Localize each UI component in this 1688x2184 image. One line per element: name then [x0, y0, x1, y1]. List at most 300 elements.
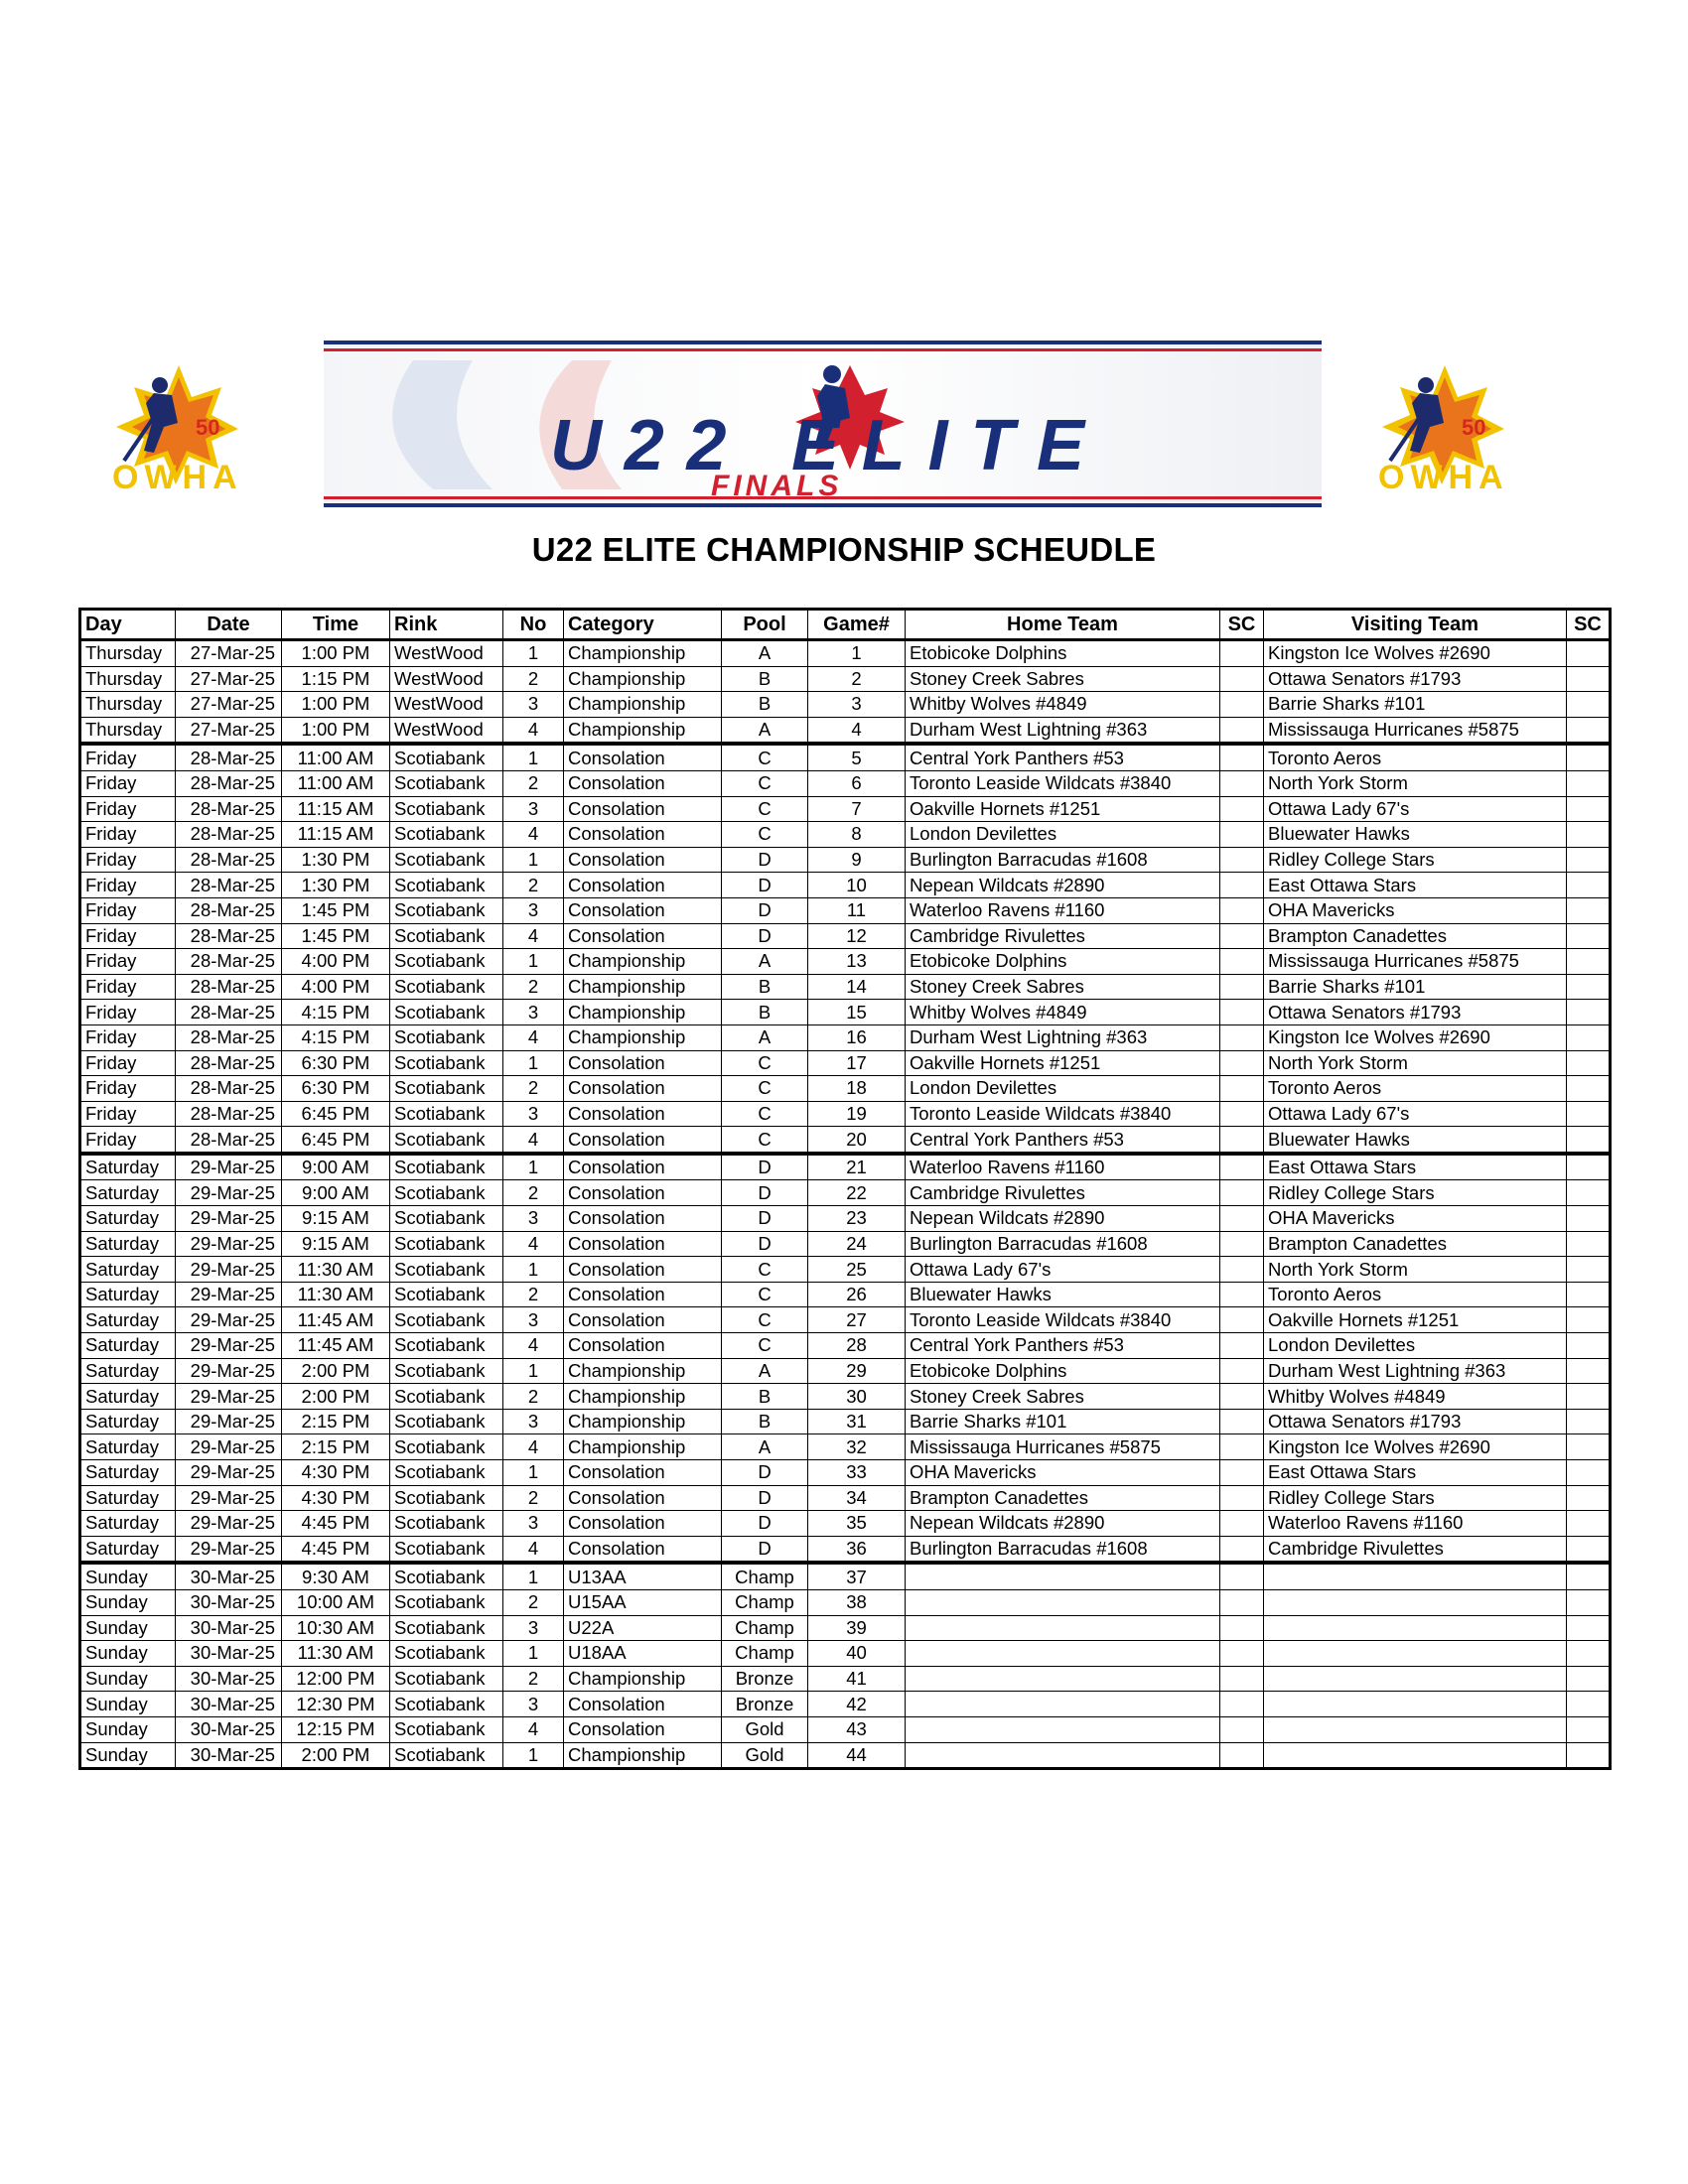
- cell-pool: C: [722, 744, 808, 770]
- cell-day: Friday: [80, 873, 176, 898]
- cell-pool: D: [722, 1206, 808, 1232]
- cell-no: 2: [503, 1384, 564, 1410]
- cell-no: 3: [503, 897, 564, 923]
- cell-day: Friday: [80, 847, 176, 873]
- cell-no: 4: [503, 1536, 564, 1563]
- cell-game-number: 32: [808, 1434, 906, 1460]
- table-row: [80, 1076, 1611, 1102]
- cell-home-team: Mississauga Hurricanes #5875: [906, 1434, 1220, 1460]
- cell-rink: Scotiabank: [390, 1460, 503, 1486]
- cell-date: 30-Mar-25: [176, 1563, 282, 1589]
- cell-pool: D: [722, 847, 808, 873]
- cell-date: 28-Mar-25: [176, 1024, 282, 1050]
- cell-day: Saturday: [80, 1511, 176, 1537]
- cell-home-team: Bluewater Hawks: [906, 1282, 1220, 1307]
- cell-visiting-team: Mississauga Hurricanes #5875: [1264, 717, 1567, 744]
- cell-day: Sunday: [80, 1563, 176, 1589]
- cell-rink: Scotiabank: [390, 1024, 503, 1050]
- cell-date: 28-Mar-25: [176, 744, 282, 770]
- cell-no: 2: [503, 1076, 564, 1102]
- cell-visiting-score: [1567, 1511, 1611, 1537]
- table-row: [80, 1180, 1611, 1206]
- cell-no: 2: [503, 1666, 564, 1692]
- cell-category: Consolation: [564, 1050, 722, 1076]
- cell-game-number: 24: [808, 1231, 906, 1257]
- cell-visiting-score: [1567, 666, 1611, 692]
- cell-date: 27-Mar-25: [176, 717, 282, 744]
- cell-date: 29-Mar-25: [176, 1231, 282, 1257]
- cell-home-score: [1220, 1434, 1264, 1460]
- cell-date: 29-Mar-25: [176, 1485, 282, 1511]
- cell-category: Consolation: [564, 1511, 722, 1537]
- cell-no: 4: [503, 1434, 564, 1460]
- cell-home-team: [906, 1563, 1220, 1589]
- cell-date: 28-Mar-25: [176, 949, 282, 975]
- cell-home-score: [1220, 666, 1264, 692]
- cell-rink: Scotiabank: [390, 1206, 503, 1232]
- cell-no: 1: [503, 1358, 564, 1384]
- cell-day: Sunday: [80, 1666, 176, 1692]
- cell-home-team: [906, 1589, 1220, 1615]
- cell-visiting-team: East Ottawa Stars: [1264, 873, 1567, 898]
- cell-home-score: [1220, 974, 1264, 1000]
- cell-game-number: 20: [808, 1127, 906, 1154]
- cell-time: 11:30 AM: [282, 1282, 390, 1307]
- cell-game-number: 39: [808, 1615, 906, 1641]
- cell-day: Friday: [80, 1127, 176, 1154]
- cell-visiting-team: Brampton Canadettes: [1264, 1231, 1567, 1257]
- cell-pool: A: [722, 640, 808, 667]
- cell-rink: Scotiabank: [390, 822, 503, 848]
- cell-day: Friday: [80, 949, 176, 975]
- cell-rink: Scotiabank: [390, 873, 503, 898]
- cell-pool: Champ: [722, 1615, 808, 1641]
- cell-pool: A: [722, 1024, 808, 1050]
- cell-category: Consolation: [564, 1692, 722, 1717]
- cell-category: Consolation: [564, 796, 722, 822]
- cell-time: 1:00 PM: [282, 717, 390, 744]
- cell-time: 4:30 PM: [282, 1485, 390, 1511]
- cell-day: Saturday: [80, 1282, 176, 1307]
- cell-home-score: [1220, 1076, 1264, 1102]
- cell-time: 11:45 AM: [282, 1333, 390, 1359]
- cell-visiting-team: Bluewater Hawks: [1264, 822, 1567, 848]
- cell-category: Consolation: [564, 1333, 722, 1359]
- cell-pool: D: [722, 1485, 808, 1511]
- schedule-body: [80, 640, 1611, 1769]
- cell-day: Friday: [80, 744, 176, 770]
- cell-rink: Scotiabank: [390, 1692, 503, 1717]
- table-row: [80, 1641, 1611, 1667]
- cell-home-team: Barrie Sharks #101: [906, 1409, 1220, 1434]
- cell-day: Friday: [80, 1076, 176, 1102]
- cell-home-team: Burlington Barracudas #1608: [906, 1231, 1220, 1257]
- cell-visiting-team: Ridley College Stars: [1264, 1485, 1567, 1511]
- cell-home-score: [1220, 923, 1264, 949]
- cell-visiting-team: Cambridge Rivulettes: [1264, 1536, 1567, 1563]
- cell-visiting-score: [1567, 1180, 1611, 1206]
- cell-game-number: 4: [808, 717, 906, 744]
- cell-home-team: OHA Mavericks: [906, 1460, 1220, 1486]
- cell-time: 1:00 PM: [282, 640, 390, 667]
- cell-time: 10:00 AM: [282, 1589, 390, 1615]
- cell-time: 1:15 PM: [282, 666, 390, 692]
- svg-text:50: 50: [1462, 415, 1486, 440]
- table-row: [80, 1460, 1611, 1486]
- cell-visiting-team: Ottawa Senators #1793: [1264, 1000, 1567, 1025]
- cell-visiting-team: Durham West Lightning #363: [1264, 1358, 1567, 1384]
- cell-time: 9:30 AM: [282, 1563, 390, 1589]
- cell-visiting-team: London Devilettes: [1264, 1333, 1567, 1359]
- cell-game-number: 15: [808, 1000, 906, 1025]
- cell-rink: Scotiabank: [390, 1536, 503, 1563]
- cell-no: 4: [503, 822, 564, 848]
- cell-visiting-team: North York Storm: [1264, 770, 1567, 796]
- col-header-home-sc: SC: [1220, 610, 1264, 640]
- table-row: [80, 1716, 1611, 1742]
- cell-time: 11:15 AM: [282, 796, 390, 822]
- cell-time: 6:45 PM: [282, 1127, 390, 1154]
- cell-game-number: 29: [808, 1358, 906, 1384]
- cell-game-number: 5: [808, 744, 906, 770]
- table-row: [80, 1434, 1611, 1460]
- cell-home-team: Toronto Leaside Wildcats #3840: [906, 1307, 1220, 1333]
- cell-no: 4: [503, 923, 564, 949]
- cell-pool: A: [722, 717, 808, 744]
- cell-category: Consolation: [564, 1076, 722, 1102]
- cell-visiting-score: [1567, 1050, 1611, 1076]
- cell-date: 30-Mar-25: [176, 1641, 282, 1667]
- cell-day: Sunday: [80, 1716, 176, 1742]
- cell-visiting-score: [1567, 873, 1611, 898]
- cell-pool: C: [722, 1257, 808, 1283]
- cell-home-score: [1220, 770, 1264, 796]
- cell-date: 28-Mar-25: [176, 873, 282, 898]
- cell-no: 1: [503, 1742, 564, 1769]
- cell-no: 3: [503, 1307, 564, 1333]
- cell-no: 1: [503, 1563, 564, 1589]
- cell-date: 28-Mar-25: [176, 796, 282, 822]
- cell-visiting-score: [1567, 1257, 1611, 1283]
- cell-rink: Scotiabank: [390, 1358, 503, 1384]
- cell-visiting-score: [1567, 1333, 1611, 1359]
- cell-time: 12:30 PM: [282, 1692, 390, 1717]
- table-row: [80, 1257, 1611, 1283]
- cell-category: Championship: [564, 717, 722, 744]
- cell-rink: Scotiabank: [390, 1409, 503, 1434]
- cell-home-team: Etobicoke Dolphins: [906, 1358, 1220, 1384]
- cell-game-number: 28: [808, 1333, 906, 1359]
- cell-visiting-team: Kingston Ice Wolves #2690: [1264, 640, 1567, 667]
- schedule-table: [78, 608, 1612, 1770]
- cell-rink: WestWood: [390, 640, 503, 667]
- cell-visiting-score: [1567, 1536, 1611, 1563]
- cell-visiting-score: [1567, 1127, 1611, 1154]
- cell-visiting-score: [1567, 1024, 1611, 1050]
- cell-rink: Scotiabank: [390, 1127, 503, 1154]
- cell-game-number: 37: [808, 1563, 906, 1589]
- cell-visiting-team: Barrie Sharks #101: [1264, 974, 1567, 1000]
- cell-home-score: [1220, 1050, 1264, 1076]
- cell-time: 6:30 PM: [282, 1050, 390, 1076]
- cell-home-team: Cambridge Rivulettes: [906, 1180, 1220, 1206]
- cell-rink: Scotiabank: [390, 1666, 503, 1692]
- cell-home-score: [1220, 717, 1264, 744]
- table-row: [80, 1358, 1611, 1384]
- cell-rink: Scotiabank: [390, 1154, 503, 1180]
- cell-time: 4:45 PM: [282, 1511, 390, 1537]
- cell-home-score: [1220, 1127, 1264, 1154]
- cell-pool: B: [722, 1000, 808, 1025]
- cell-home-team: Oakville Hornets #1251: [906, 796, 1220, 822]
- table-row: [80, 1511, 1611, 1537]
- cell-visiting-team: East Ottawa Stars: [1264, 1460, 1567, 1486]
- cell-game-number: 21: [808, 1154, 906, 1180]
- table-row: [80, 847, 1611, 873]
- cell-home-team: [906, 1692, 1220, 1717]
- cell-game-number: 6: [808, 770, 906, 796]
- cell-day: Friday: [80, 770, 176, 796]
- cell-game-number: 17: [808, 1050, 906, 1076]
- cell-category: Consolation: [564, 1180, 722, 1206]
- table-row: [80, 1615, 1611, 1641]
- cell-home-team: Durham West Lightning #363: [906, 1024, 1220, 1050]
- cell-date: 30-Mar-25: [176, 1589, 282, 1615]
- cell-visiting-team: [1264, 1742, 1567, 1769]
- cell-rink: Scotiabank: [390, 974, 503, 1000]
- cell-category: Championship: [564, 1666, 722, 1692]
- cell-time: 6:30 PM: [282, 1076, 390, 1102]
- cell-category: Championship: [564, 640, 722, 667]
- cell-day: Saturday: [80, 1409, 176, 1434]
- cell-no: 4: [503, 717, 564, 744]
- cell-category: Consolation: [564, 897, 722, 923]
- cell-category: Consolation: [564, 1536, 722, 1563]
- cell-visiting-team: Barrie Sharks #101: [1264, 692, 1567, 718]
- cell-category: Consolation: [564, 1282, 722, 1307]
- cell-visiting-score: [1567, 1485, 1611, 1511]
- cell-pool: Champ: [722, 1589, 808, 1615]
- cell-day: Thursday: [80, 717, 176, 744]
- cell-game-number: 18: [808, 1076, 906, 1102]
- cell-category: Consolation: [564, 1154, 722, 1180]
- cell-home-team: Whitby Wolves #4849: [906, 1000, 1220, 1025]
- cell-home-score: [1220, 1641, 1264, 1667]
- cell-date: 30-Mar-25: [176, 1716, 282, 1742]
- table-row: [80, 1307, 1611, 1333]
- cell-time: 1:30 PM: [282, 847, 390, 873]
- cell-day: Saturday: [80, 1180, 176, 1206]
- cell-home-team: Burlington Barracudas #1608: [906, 847, 1220, 873]
- cell-time: 12:15 PM: [282, 1716, 390, 1742]
- table-row: [80, 1231, 1611, 1257]
- cell-date: 28-Mar-25: [176, 770, 282, 796]
- cell-home-score: [1220, 1307, 1264, 1333]
- cell-rink: Scotiabank: [390, 1434, 503, 1460]
- cell-visiting-team: Ridley College Stars: [1264, 1180, 1567, 1206]
- cell-rink: Scotiabank: [390, 1000, 503, 1025]
- cell-day: Thursday: [80, 692, 176, 718]
- cell-visiting-team: North York Storm: [1264, 1257, 1567, 1283]
- cell-visiting-score: [1567, 1076, 1611, 1102]
- cell-time: 9:00 AM: [282, 1154, 390, 1180]
- cell-time: 11:30 AM: [282, 1641, 390, 1667]
- cell-visiting-team: Ottawa Lady 67's: [1264, 1101, 1567, 1127]
- cell-category: Championship: [564, 1024, 722, 1050]
- table-row: [80, 822, 1611, 848]
- cell-visiting-score: [1567, 1641, 1611, 1667]
- cell-date: 29-Mar-25: [176, 1307, 282, 1333]
- cell-home-score: [1220, 1666, 1264, 1692]
- cell-day: Saturday: [80, 1536, 176, 1563]
- cell-home-score: [1220, 1180, 1264, 1206]
- cell-visiting-team: [1264, 1589, 1567, 1615]
- cell-home-score: [1220, 822, 1264, 848]
- table-row: [80, 1536, 1611, 1563]
- cell-date: 29-Mar-25: [176, 1384, 282, 1410]
- svg-text:50: 50: [196, 415, 220, 440]
- table-row: [80, 1000, 1611, 1025]
- cell-visiting-score: [1567, 770, 1611, 796]
- cell-rink: Scotiabank: [390, 1282, 503, 1307]
- table-row: [80, 1127, 1611, 1154]
- cell-rink: Scotiabank: [390, 1511, 503, 1537]
- cell-time: 4:45 PM: [282, 1536, 390, 1563]
- cell-rink: Scotiabank: [390, 1101, 503, 1127]
- cell-visiting-score: [1567, 1101, 1611, 1127]
- cell-game-number: 10: [808, 873, 906, 898]
- cell-visiting-score: [1567, 1000, 1611, 1025]
- cell-category: Consolation: [564, 1101, 722, 1127]
- cell-rink: Scotiabank: [390, 847, 503, 873]
- table-row: [80, 744, 1611, 770]
- cell-day: Saturday: [80, 1307, 176, 1333]
- cell-pool: D: [722, 923, 808, 949]
- cell-date: 28-Mar-25: [176, 1050, 282, 1076]
- cell-no: 2: [503, 1589, 564, 1615]
- cell-day: Saturday: [80, 1333, 176, 1359]
- cell-day: Saturday: [80, 1485, 176, 1511]
- cell-date: 30-Mar-25: [176, 1666, 282, 1692]
- cell-date: 30-Mar-25: [176, 1692, 282, 1717]
- banner-title: U22 ELITE: [550, 406, 1086, 485]
- cell-home-score: [1220, 847, 1264, 873]
- cell-rink: WestWood: [390, 717, 503, 744]
- cell-home-team: Etobicoke Dolphins: [906, 949, 1220, 975]
- cell-date: 28-Mar-25: [176, 1000, 282, 1025]
- cell-visiting-score: [1567, 717, 1611, 744]
- cell-visiting-score: [1567, 796, 1611, 822]
- cell-game-number: 25: [808, 1257, 906, 1283]
- cell-home-score: [1220, 1206, 1264, 1232]
- cell-game-number: 35: [808, 1511, 906, 1537]
- cell-home-score: [1220, 1024, 1264, 1050]
- cell-home-team: [906, 1716, 1220, 1742]
- cell-visiting-team: [1264, 1666, 1567, 1692]
- cell-game-number: 9: [808, 847, 906, 873]
- cell-pool: B: [722, 692, 808, 718]
- cell-visiting-team: Toronto Aeros: [1264, 1076, 1567, 1102]
- table-row: [80, 1154, 1611, 1180]
- cell-home-team: Etobicoke Dolphins: [906, 640, 1220, 667]
- cell-visiting-team: Waterloo Ravens #1160: [1264, 1511, 1567, 1537]
- cell-pool: B: [722, 1384, 808, 1410]
- col-header-rink: Rink: [390, 610, 503, 640]
- cell-pool: B: [722, 974, 808, 1000]
- cell-visiting-team: [1264, 1692, 1567, 1717]
- cell-category: Consolation: [564, 822, 722, 848]
- cell-day: Sunday: [80, 1615, 176, 1641]
- cell-home-score: [1220, 1231, 1264, 1257]
- cell-pool: B: [722, 1409, 808, 1434]
- cell-visiting-score: [1567, 1589, 1611, 1615]
- cell-date: 29-Mar-25: [176, 1282, 282, 1307]
- cell-visiting-score: [1567, 1666, 1611, 1692]
- cell-home-score: [1220, 1716, 1264, 1742]
- cell-home-team: Brampton Canadettes: [906, 1485, 1220, 1511]
- cell-visiting-score: [1567, 1307, 1611, 1333]
- cell-visiting-team: Oakville Hornets #1251: [1264, 1307, 1567, 1333]
- col-header-game: Game#: [808, 610, 906, 640]
- cell-home-score: [1220, 1692, 1264, 1717]
- table-row: [80, 1692, 1611, 1717]
- col-header-day: Day: [80, 610, 176, 640]
- cell-day: Friday: [80, 1000, 176, 1025]
- cell-rink: Scotiabank: [390, 1384, 503, 1410]
- cell-time: 4:00 PM: [282, 949, 390, 975]
- cell-visiting-team: East Ottawa Stars: [1264, 1154, 1567, 1180]
- cell-game-number: 1: [808, 640, 906, 667]
- cell-home-team: Nepean Wildcats #2890: [906, 873, 1220, 898]
- cell-game-number: 40: [808, 1641, 906, 1667]
- cell-no: 1: [503, 1050, 564, 1076]
- cell-visiting-team: Kingston Ice Wolves #2690: [1264, 1434, 1567, 1460]
- cell-home-score: [1220, 1536, 1264, 1563]
- cell-category: Consolation: [564, 1460, 722, 1486]
- cell-time: 9:00 AM: [282, 1180, 390, 1206]
- cell-visiting-score: [1567, 897, 1611, 923]
- cell-day: Friday: [80, 1024, 176, 1050]
- cell-no: 1: [503, 1641, 564, 1667]
- cell-game-number: 38: [808, 1589, 906, 1615]
- cell-rink: Scotiabank: [390, 1050, 503, 1076]
- col-header-visiting-sc: SC: [1567, 610, 1611, 640]
- table-row: [80, 974, 1611, 1000]
- table-row: [80, 640, 1611, 667]
- cell-home-score: [1220, 1589, 1264, 1615]
- cell-time: 2:15 PM: [282, 1409, 390, 1434]
- cell-day: Sunday: [80, 1692, 176, 1717]
- cell-visiting-team: [1264, 1563, 1567, 1589]
- cell-no: 3: [503, 1511, 564, 1537]
- cell-pool: C: [722, 1307, 808, 1333]
- table-row: [80, 1409, 1611, 1434]
- cell-visiting-team: Brampton Canadettes: [1264, 923, 1567, 949]
- cell-no: 3: [503, 1692, 564, 1717]
- cell-home-team: Nepean Wildcats #2890: [906, 1511, 1220, 1537]
- cell-home-team: Stoney Creek Sabres: [906, 1384, 1220, 1410]
- cell-game-number: 23: [808, 1206, 906, 1232]
- cell-pool: C: [722, 1333, 808, 1359]
- cell-day: Friday: [80, 822, 176, 848]
- cell-rink: Scotiabank: [390, 1563, 503, 1589]
- cell-rink: Scotiabank: [390, 949, 503, 975]
- cell-pool: A: [722, 1358, 808, 1384]
- table-row: [80, 692, 1611, 718]
- cell-pool: D: [722, 897, 808, 923]
- cell-no: 2: [503, 1485, 564, 1511]
- cell-home-score: [1220, 1409, 1264, 1434]
